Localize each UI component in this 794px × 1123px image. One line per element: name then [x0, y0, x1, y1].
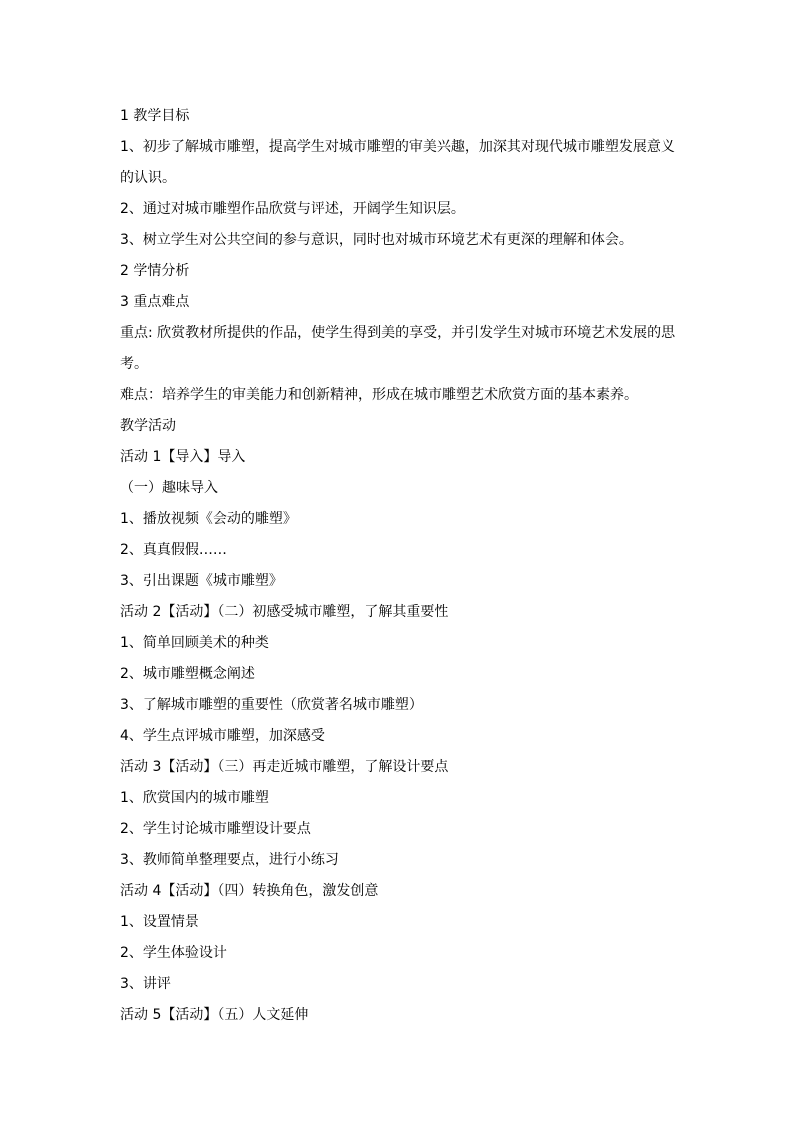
section-heading-student-analysis: 2 学情分析	[120, 263, 190, 279]
activity-5-heading: 活动 5【活动】（五）人文延伸	[120, 1007, 309, 1023]
goal-item-3: 3、树立学生对公共空间的参与意识，同时也对城市环境艺术有更深的理解和体会。	[120, 232, 633, 248]
key-point: 重点: 欣赏教材所提供的作品，使学生得到美的享受，并引发学生对城市环境艺术发展的思	[120, 325, 676, 341]
activity-2-step-1: 1、简单回顾美术的种类	[120, 635, 269, 651]
difficult-point: 难点：培养学生的审美能力和创新精神，形成在城市雕塑艺术欣赏方面的基本素养。	[120, 387, 638, 403]
activity-2-step-4: 4、学生点评城市雕塑，加深感受	[120, 728, 325, 744]
section-heading-teaching-activities: 教学活动	[120, 418, 176, 434]
key-point-continued: 考。	[120, 356, 148, 372]
goal-item-2: 2、通过对城市雕塑作品欣赏与评述，开阔学生知识层。	[120, 201, 465, 217]
activity-4-step-3: 3、讲评	[120, 976, 171, 992]
section-heading-key-difficult-points: 3 重点难点	[120, 294, 190, 310]
activity-4-heading: 活动 4【活动】（四）转换角色，激发创意	[120, 883, 379, 899]
section-heading-teaching-goals: 1 教学目标	[120, 108, 190, 124]
goal-item-1: 1、初步了解城市雕塑，提高学生对城市雕塑的审美兴趣，加深其对现代城市雕塑发展意义	[120, 139, 675, 155]
activity-1-step-3: 3、引出课题《城市雕塑》	[120, 573, 283, 589]
activity-2-heading: 活动 2【活动】（二）初感受城市雕塑，了解其重要性	[120, 604, 449, 620]
activity-4-step-1: 1、设置情景	[120, 914, 199, 930]
activity-3-step-3: 3、教师简单整理要点，进行小练习	[120, 852, 339, 868]
activity-3-step-2: 2、学生讨论城市雕塑设计要点	[120, 821, 311, 837]
activity-1-subheading: （一）趣味导入	[120, 480, 218, 496]
document-body	[120, 101, 680, 1031]
activity-2-step-3: 3、了解城市雕塑的重要性（欣赏著名城市雕塑）	[120, 697, 423, 713]
activity-3-heading: 活动 3【活动】（三）再走近城市雕塑，了解设计要点	[120, 759, 449, 775]
activity-1-heading: 活动 1【导入】导入	[120, 449, 246, 465]
activity-2-step-2: 2、城市雕塑概念阐述	[120, 666, 255, 682]
activity-1-step-2: 2、真真假假……	[120, 542, 227, 558]
goal-item-1-continued: 的认识。	[120, 170, 176, 186]
activity-3-step-1: 1、欣赏国内的城市雕塑	[120, 790, 269, 806]
activity-4-step-2: 2、学生体验设计	[120, 945, 227, 961]
activity-1-step-1: 1、播放视频《会动的雕塑》	[120, 511, 297, 527]
